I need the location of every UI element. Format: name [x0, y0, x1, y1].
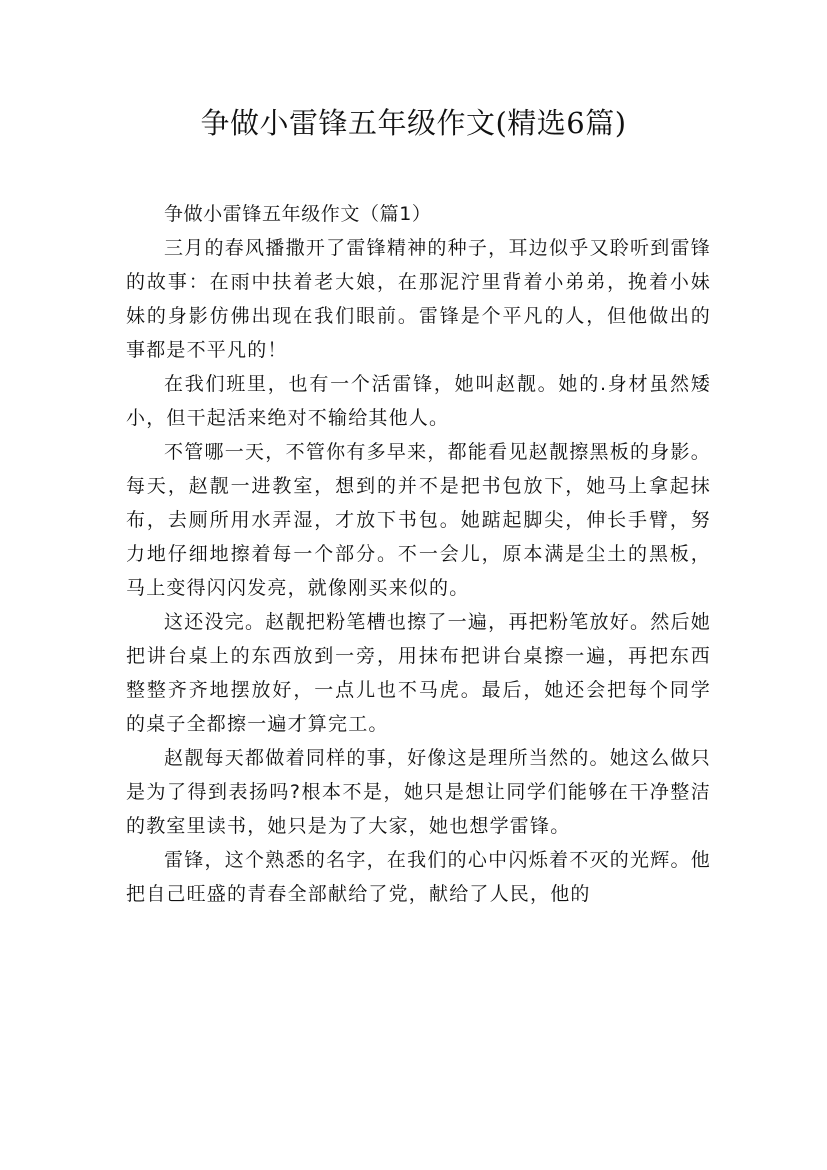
paragraph: 三月的春风播撒开了雷锋精神的种子，耳边似乎又聆听到雷锋的故事：在雨中扶着老大娘，在那泥泞里背着小弟弟，挽着小妹妹的身影仿佛出现在我们眼前。雷锋是个平凡的人，但他做出的事都是不平凡的！ [126, 237, 711, 361]
paragraph: 不管哪一天，不管你有多早来，都能看见赵靓擦黑板的身影。每天，赵靓一进教室，想到的并不是把书包放下，她马上拿起抹布，去厕所用水弄湿，才放下书包。她踮起脚尖，伸长手臂，努力地仔细地擦着每一个部分。不一会儿，原本满是尘土的黑板，马上变得闪闪发亮，就像刚买来似的。 [126, 441, 711, 599]
paragraph: 这还没完。赵靓把粉笔槽也擦了一遍，再把粉笔放好。然后她把讲台桌上的东西放到一旁，用抹布把讲台桌擦一遍，再把东西整整齐齐地摆放好，一点儿也不马虎。最后，她还会把每个同学的桌子全都擦一遍才算完工。 [126, 611, 711, 735]
document-title: 争做小雷锋五年级作文(精选6篇) [200, 106, 627, 140]
document-body [126, 197, 711, 911]
paragraph: 在我们班里，也有一个活雷锋，她叫赵靓。她的.身材虽然矮小，但干起活来绝对不输给其他人。 [126, 373, 711, 429]
paragraph: 雷锋，这个熟悉的名字，在我们的心中闪烁着不灭的光辉。他把自己旺盛的青春全部献给了党，献给了人民，他的 [126, 849, 711, 905]
section-heading: 争做小雷锋五年级作文（篇1） [164, 203, 432, 225]
paragraph: 赵靓每天都做着同样的事，好像这是理所当然的。她这么做只是为了得到表扬吗?根本不是，她只是想让同学们能够在干净整洁的教室里读书，她只是为了大家，她也想学雷锋。 [126, 747, 711, 837]
